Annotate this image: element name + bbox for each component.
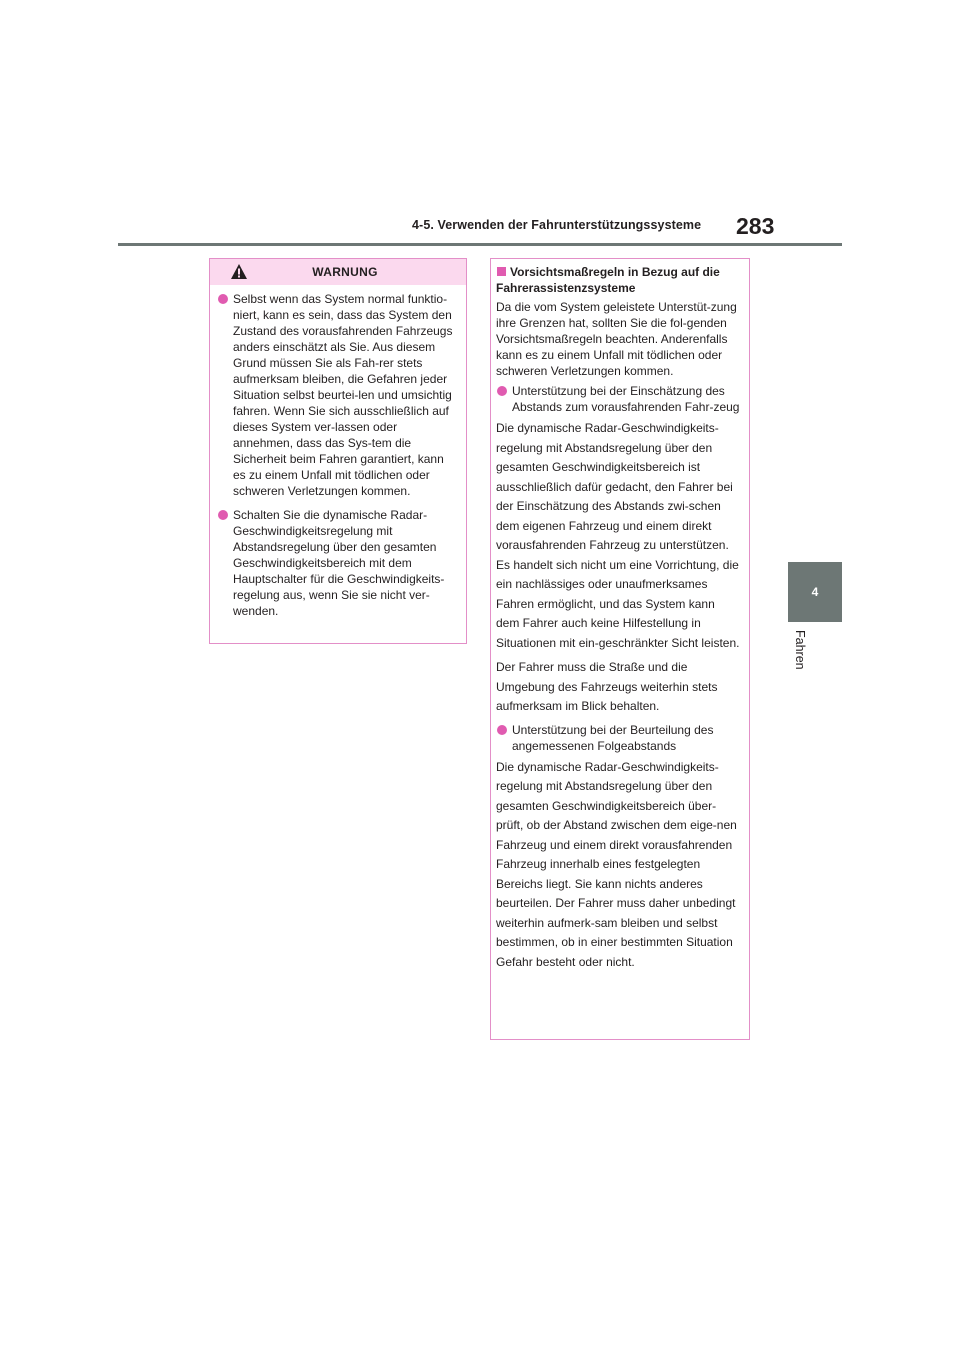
info-bullet-text: Unterstützung bei der Beurteilung des angemessenen Folgeabstands [512, 722, 714, 753]
info-paragraph: Die dynamische Radar-Geschwindigkeits-regelung mit Abstandsregelung über den gesamten Geschwindigkeitsbereich über-prüft, ob der Abstand zwischen dem eige-nen Fahrzeug und einem direkt vorausfahrenden Fahrzeug innerhalb eines festgelegten Bereichs liegt. Sie kann nichts anderes beurteilen. Der Fahrer muss daher unbedingt weiterhin aufmerk-sam bleiben und selbst bestimmen, ob in einer bestimmten Situation Gefahr besteht oder nicht. [496, 759, 737, 969]
page-number: 283 [736, 213, 775, 239]
warning-box [209, 258, 467, 644]
info-heading [496, 264, 741, 296]
warning-header [210, 259, 466, 285]
chapter-tab[interactable] [788, 562, 842, 622]
bullet-dot-icon [218, 294, 228, 304]
warning-item-text: Schalten Sie die dynamische Radar-Geschwindigkeitsregelung mit Abstandsregelung über den gesamten Geschwindigkeitsbereich mit dem Hauptschalter für die Geschwindigkeits-regelung aus, wenn Sie sie nicht ver-wenden. [233, 508, 445, 618]
info-intro: Da die vom System geleistete Unterstüt-zung ihre Grenzen hat, sollten Sie die fol-genden Vorsichtsmaßregeln beachten. Anderenfalls kann es zu einem Unfall mit tödlichen oder schweren Verletzungen kommen. [496, 300, 737, 378]
bullet-dot-icon [497, 386, 507, 396]
chapter-number: 4 [811, 585, 819, 599]
warning-title: WARNUNG [312, 265, 378, 279]
info-paragraph: Der Fahrer muss die Straße und die Umgebung des Fahrzeugs weiterhin stets aufmerksam im Blick behalten. [496, 660, 718, 713]
bullet-dot-icon [497, 725, 507, 735]
warning-triangle-icon [230, 263, 248, 280]
warning-body [210, 285, 466, 619]
chapter-label: Fahren [793, 630, 807, 670]
warning-item [218, 507, 456, 619]
warning-item [218, 291, 456, 499]
section-title: 4-5. Verwenden der Fahrunterstützungssysteme [412, 218, 702, 232]
info-bullet [496, 383, 741, 415]
bullet-dot-icon [218, 510, 228, 520]
square-bullet-icon [497, 267, 506, 276]
info-heading-text: Vorsichtsmaßregeln in Bezug auf die Fahrerassistenzsysteme [496, 265, 720, 295]
header-rule [118, 243, 842, 246]
info-bullet [496, 722, 741, 754]
info-paragraph: Die dynamische Radar-Geschwindigkeits-regelung mit Abstandsregelung über den gesamten Geschwindigkeitsbereich ist ausschließlich dafür gedacht, den Fahrer bei der Einschätzung des Abstands zwi-schen dem eigenen Fahrzeug und einem direkt vorausfahrenden Fahrzeug zu unterstützen. Es handelt sich nicht um eine Vorrichtung, die ein nachlässiges oder unaufmerksames Fahren ermöglicht, und das System kann dem Fahrer auch keine Hilfestellung in Situationen mit ein-geschränkter Sicht leisten. [496, 421, 740, 650]
warning-item-text: Selbst wenn das System normal funktio-niert, kann es sein, dass das System den Zustand des vorausfahrenden Fahrzeugs anders einschätzt als Sie. Aus diesem Grund müssen Sie als Fah-rer stets aufmerksam bleiben, die Gefahren jeder Situation selbst beurtei-len und umsichtig fahren. Wenn Sie sich ausschließlich auf dieses System ver-lassen oder annehmen, dass das Sys-tem die Sicherheit beim Fahren garantiert, kann es zu einem Unfall mit tödlichen oder schweren Verletzungen kommen. [233, 292, 453, 498]
info-bullet-text: Unterstützung bei der Einschätzung des Abstands zum vorausfahrenden Fahr-zeug [512, 384, 740, 414]
info-box [490, 258, 750, 1040]
